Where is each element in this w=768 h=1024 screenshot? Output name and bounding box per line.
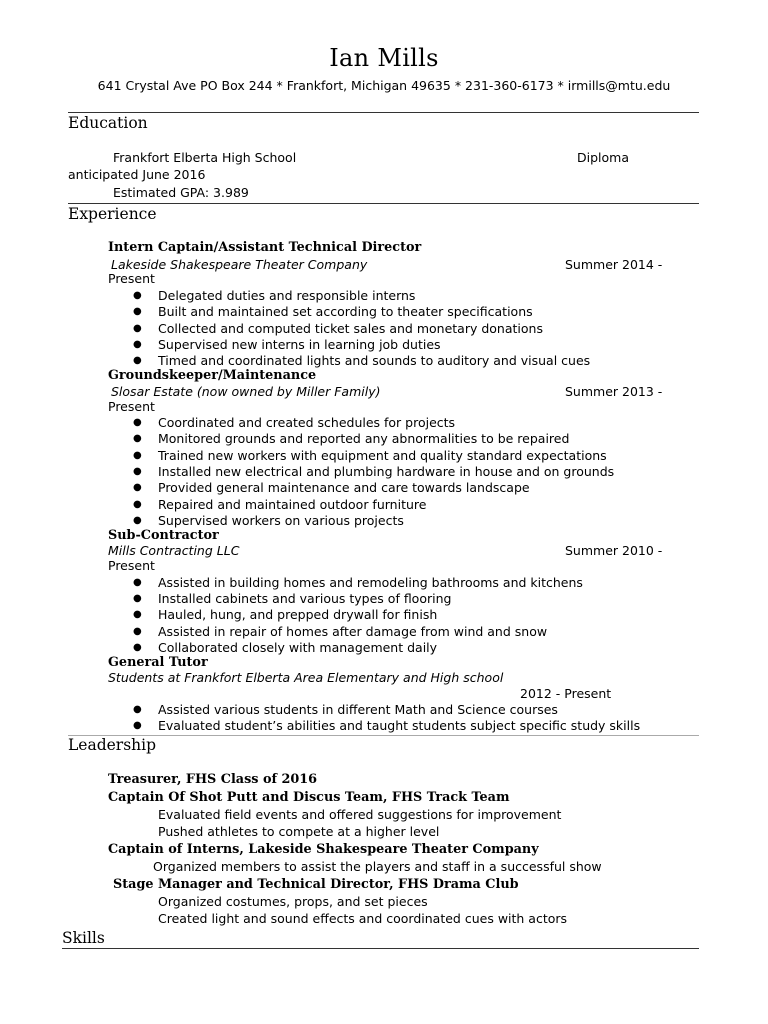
education-heading: Education: [68, 114, 148, 132]
job-company: Mills Contracting LLC: [108, 543, 240, 558]
job-company: Students at Frankfort Elberta Area Elementary and High school: [108, 670, 504, 685]
anticipated-date: anticipated June 2016: [68, 167, 206, 182]
duty-item: Hauled, hung, and prepped drywall for finish: [158, 607, 438, 622]
duty-item: Built and maintained set according to theater specifications: [158, 304, 533, 319]
school-name: Frankfort Elberta High School: [113, 150, 297, 165]
job-dates: Summer 2010 -: [565, 543, 663, 558]
duty-item: Installed cabinets and various types of flooring: [158, 591, 452, 606]
job-company: Lakeside Shakespeare Theater Company: [111, 257, 368, 272]
job-title: Intern Captain/Assistant Technical Director: [108, 240, 422, 255]
bullet-glyph: ●: [133, 417, 142, 428]
job-title: General Tutor: [108, 655, 208, 670]
bullet-glyph: ●: [133, 290, 142, 301]
bullet-glyph: ●: [133, 306, 142, 317]
leadership-heading: Leadership: [68, 736, 157, 754]
education-rule: [68, 112, 699, 113]
bullet-glyph: ●: [133, 450, 142, 461]
duty-item: Repaired and maintained outdoor furniture: [158, 497, 427, 512]
duty-item: Assisted in building homes and remodeling bathrooms and kitchens: [158, 575, 583, 590]
job-dates: Summer 2013 -: [565, 384, 663, 399]
leadership-note: Organized costumes, props, and set pieces: [158, 894, 428, 909]
duty-item: Delegated duties and responsible interns: [158, 288, 416, 303]
bullet-glyph: ●: [133, 593, 142, 604]
bullet-glyph: ●: [133, 626, 142, 637]
leadership-note: Pushed athletes to compete at a higher level: [158, 824, 440, 839]
leadership-title: Captain Of Shot Putt and Discus Team, FHS Track Team: [108, 790, 510, 805]
bullet-glyph: ●: [133, 577, 142, 588]
duty-item: Monitored grounds and reported any abnormalities to be repaired: [158, 431, 570, 446]
leadership-note: Evaluated field events and offered suggestions for improvement: [158, 807, 562, 822]
job-dates: Summer 2014 -: [565, 257, 663, 272]
job-dates-cont: Present: [108, 271, 155, 286]
duty-item: Assisted in repair of homes after damage from wind and snow: [158, 624, 548, 639]
bullet-glyph: ●: [133, 499, 142, 510]
leadership-title: Captain of Interns, Lakeside Shakespeare Theater Company: [108, 842, 539, 857]
leadership-title: Stage Manager and Technical Director, FHS Drama Club: [113, 877, 519, 892]
gpa: Estimated GPA: 3.989: [113, 185, 249, 200]
job-dates-cont: Present: [108, 399, 155, 414]
duty-item: Trained new workers with equipment and quality standard expectations: [158, 448, 607, 463]
bullet-glyph: ●: [133, 466, 142, 477]
job-title: Groundskeeper/Maintenance: [108, 368, 317, 383]
bullet-glyph: ●: [133, 704, 142, 715]
duty-item: Supervised new interns in learning job duties: [158, 337, 441, 352]
job-dates-cont: Present: [108, 558, 155, 573]
duty-item: Supervised workers on various projects: [158, 513, 404, 528]
bullet-glyph: ●: [133, 720, 142, 731]
leadership-note: Organized members to assist the players and staff in a successful show: [153, 859, 602, 874]
duty-item: Installed new electrical and plumbing hardware in house and on grounds: [158, 464, 615, 479]
bullet-glyph: ●: [133, 339, 142, 350]
leadership-title: Treasurer, FHS Class of 2016: [108, 772, 318, 787]
candidate-name: Ian Mills: [329, 44, 439, 72]
leadership-rule: [68, 735, 699, 736]
job-dates: 2012 - Present: [520, 686, 612, 701]
skills-heading: Skills: [62, 929, 105, 947]
duty-item: Collaborated closely with management daily: [158, 640, 438, 655]
bullet-glyph: ●: [133, 515, 142, 526]
degree: Diploma: [577, 150, 629, 165]
bullet-glyph: ●: [133, 433, 142, 444]
experience-rule: [68, 203, 699, 204]
leadership-note: Created light and sound effects and coordinated cues with actors: [158, 911, 568, 926]
duty-item: Assisted various students in different Math and Science courses: [158, 702, 558, 717]
bullet-glyph: ●: [133, 323, 142, 334]
duty-item: Collected and computed ticket sales and monetary donations: [158, 321, 543, 336]
duty-item: Coordinated and created schedules for projects: [158, 415, 456, 430]
bullet-glyph: ●: [133, 355, 142, 366]
experience-heading: Experience: [68, 205, 157, 223]
skills-rule: [62, 948, 699, 949]
duty-item: Provided general maintenance and care towards landscape: [158, 480, 530, 495]
duty-item: Evaluated student’s abilities and taught students subject specific study skills: [158, 718, 641, 733]
duty-item: Timed and coordinated lights and sounds to auditory and visual cues: [158, 353, 591, 368]
job-company: Slosar Estate (now owned by Miller Family): [111, 384, 381, 399]
bullet-glyph: ●: [133, 609, 142, 620]
bullet-glyph: ●: [133, 642, 142, 653]
bullet-glyph: ●: [133, 482, 142, 493]
job-title: Sub-Contractor: [108, 528, 219, 543]
contact-line: 641 Crystal Ave PO Box 244 * Frankfort, Michigan 49635 * 231-360-6173 * irmills@mtu.edu: [97, 78, 671, 93]
